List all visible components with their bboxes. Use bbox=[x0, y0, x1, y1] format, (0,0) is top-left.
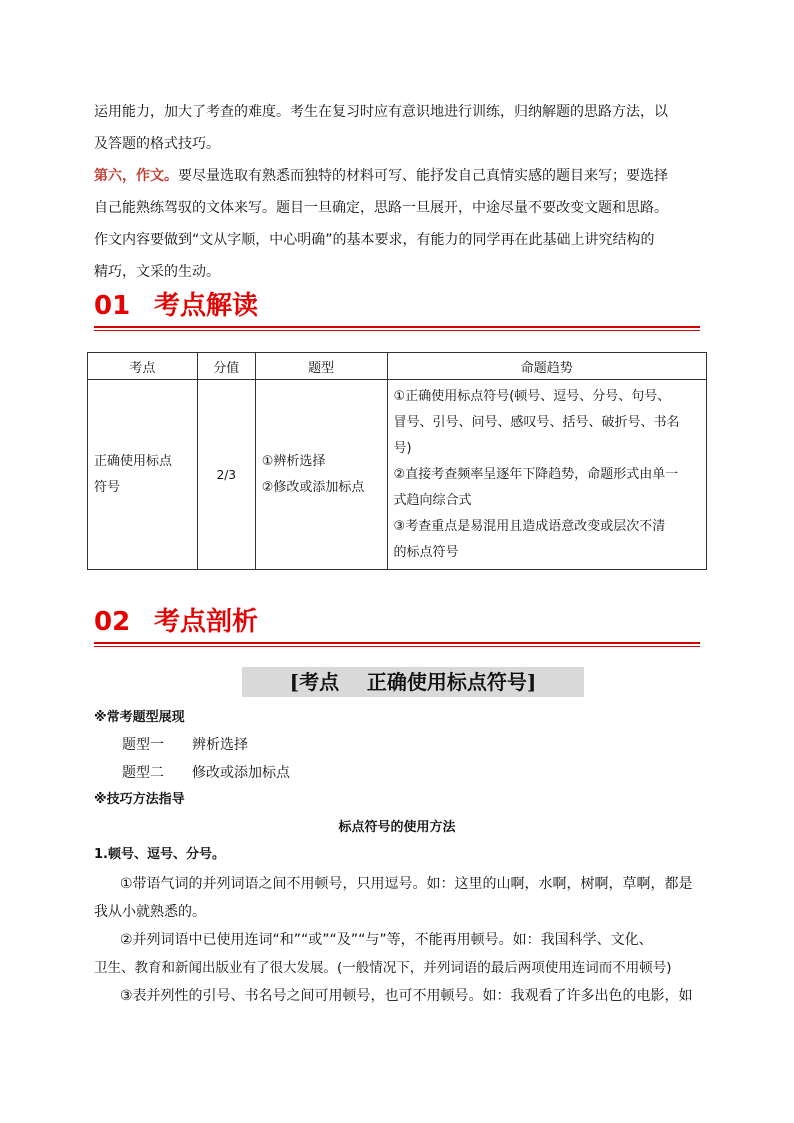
cell-score: 2/3 bbox=[197, 380, 255, 570]
sixth-paragraph-line-1 bbox=[94, 160, 706, 192]
skills-subtitle: 标点符号的使用方法 bbox=[338, 820, 456, 835]
common-types-heading: ※常考题型展现 bbox=[94, 710, 185, 725]
sixth-paragraph-line-4: 精巧，文采的生动。 bbox=[94, 264, 220, 280]
type-1-text: 辨析选择 bbox=[192, 737, 248, 753]
intro-line-1: 运用能力，加大了考查的难度。考生在复习时应有意识地进行训练，归纳解题的思路方法，以 bbox=[94, 104, 668, 120]
exam-point-table bbox=[87, 352, 707, 570]
sixth-paragraph-line-2: 自己能熟练驾驭的文体来写。题目一旦确定，思路一旦展开，中途尽量不要改变文题和思路。 bbox=[94, 200, 668, 216]
header-trend: 命题趋势 bbox=[387, 353, 706, 380]
trend-line-1: ①正确使用标点符号(顿号、逗号、分号、句号、 bbox=[393, 388, 671, 404]
section-2-number: 02 bbox=[94, 607, 131, 637]
sixth-line-1-rest: 要尽量选取有熟悉而独特的材料可写、能抒发自己真情实感的题目来写；要选择 bbox=[178, 168, 668, 184]
sixth-paragraph-line-3: 作文内容要做到“文从字顺，中心明确”的基本要求，有能力的同学再在此基础上讲究结构的 bbox=[94, 232, 655, 248]
trend-line-3: 号) bbox=[393, 440, 412, 456]
cell-point-line-2: 符号 bbox=[94, 479, 121, 495]
rule-3-line-1: ③表并列性的引号、书名号之间可用顿号，也可不用顿号。如：我观看了许多出色的电影，如 bbox=[120, 988, 693, 1004]
rule-2-line-1: ②并列词语中已使用连词“和”“或”“及”“与”等，不能再用顿号。如：我国科学、文化、 bbox=[120, 932, 653, 948]
rule-2-line-2: 卫生、教育和新闻出版业有了很大发展。(一般情况下，并列词语的最后两项使用连词而不用顿号) bbox=[94, 960, 672, 976]
section-1-rule-thin bbox=[94, 330, 700, 331]
trend-line-4: ②直接考查频率呈逐年下降趋势，命题形式由单一 bbox=[393, 466, 679, 482]
exam-point-banner: [考点 正确使用标点符号] bbox=[242, 667, 584, 697]
section-2-rule-thick bbox=[94, 642, 700, 644]
trend-line-5: 式趋向综合式 bbox=[393, 492, 472, 508]
trend-line-2: 冒号、引号、问号、感叹号、括号、破折号、书名 bbox=[393, 414, 680, 430]
rule-1-line-2: 我从小就熟悉的。 bbox=[94, 904, 206, 920]
trend-line-7: 的标点符号 bbox=[393, 544, 459, 560]
point-1-heading: 1.顿号、逗号、分号。 bbox=[94, 847, 225, 862]
section-1-rule-thick bbox=[94, 326, 700, 328]
table-header-row bbox=[88, 353, 707, 380]
intro-line-2: 及答题的格式技巧。 bbox=[94, 136, 220, 152]
type-2-label: 题型二 bbox=[122, 765, 164, 781]
section-2-rule-thin bbox=[94, 646, 700, 647]
cell-type-line-2: ②修改或添加标点 bbox=[261, 479, 365, 495]
cell-type bbox=[255, 380, 387, 570]
section-1-number: 01 bbox=[94, 291, 131, 321]
cell-point-line-1: 正确使用标点 bbox=[94, 453, 173, 469]
section-1-header bbox=[94, 288, 700, 328]
cell-point bbox=[88, 380, 198, 570]
rule-1-line-1: ①带语气词的并列词语之间不用顿号，只用逗号。如：这里的山啊，水啊，树啊，草啊，都是 bbox=[120, 876, 693, 892]
skills-heading: ※技巧方法指导 bbox=[94, 792, 185, 807]
type-1-label: 题型一 bbox=[122, 737, 164, 753]
type-2-text: 修改或添加标点 bbox=[192, 765, 290, 781]
header-point: 考点 bbox=[88, 353, 198, 380]
sixth-label: 第六，作文。 bbox=[94, 168, 178, 184]
section-2-title bbox=[94, 604, 258, 640]
cell-trend bbox=[387, 380, 706, 570]
trend-line-6: ③考查重点是易混用且造成语意改变或层次不清 bbox=[393, 518, 666, 534]
section-1-label: 考点解读 bbox=[154, 291, 259, 321]
section-2-label: 考点剖析 bbox=[154, 607, 259, 637]
section-1-title bbox=[94, 288, 258, 324]
table-row bbox=[88, 380, 707, 570]
header-score: 分值 bbox=[197, 353, 255, 380]
cell-type-line-1: ①辨析选择 bbox=[261, 453, 326, 469]
header-type: 题型 bbox=[255, 353, 387, 380]
section-2-header bbox=[94, 604, 700, 644]
